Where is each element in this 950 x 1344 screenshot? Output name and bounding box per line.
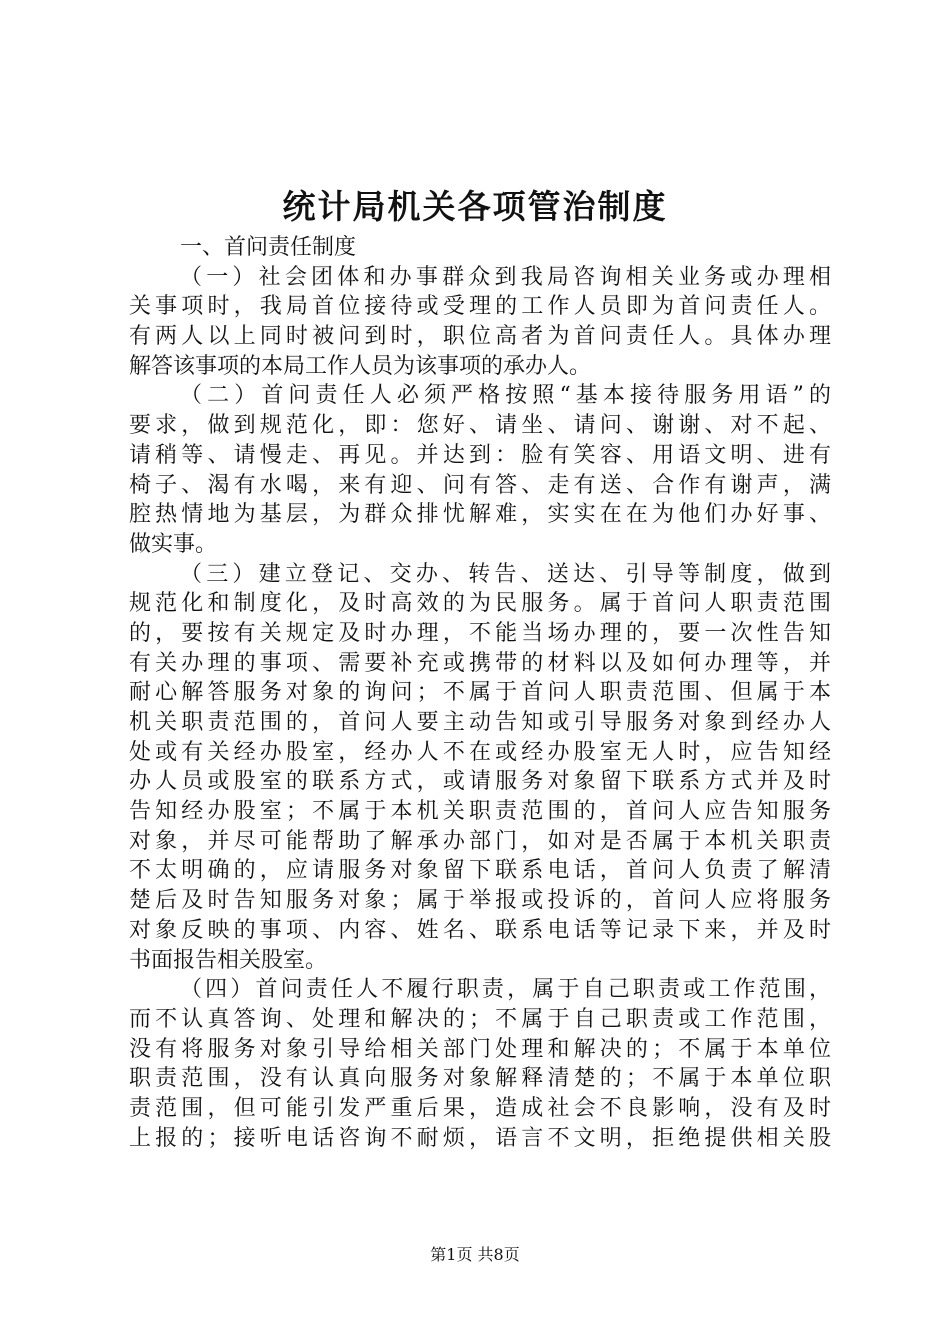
page-number-footer: 第1页 共8页 [430, 1245, 520, 1264]
document-body [129, 233, 831, 1153]
paragraph-line: （二）首问责任人必须严格按照“基本接待服务用语”的 [180, 383, 831, 409]
paragraph-line: 的，要按有关规定及时办理，不能当场办理的，要一次性告知 [129, 620, 831, 646]
paragraph-line: 处或有关经办股室，经办人不在或经办股室无人时，应告知经 [129, 739, 831, 765]
paragraph-line: 椅子、渴有水喝，来有迎、问有答、走有送、合作有谢声，满 [129, 472, 831, 498]
paragraph-line: 机关职责范围的，首问人要主动告知或引导服务对象到经办人 [129, 710, 831, 735]
paragraph-line: 书面报告相关股室。 [129, 947, 328, 973]
paragraph-line: 告知经办股室；不属于本机关职责范围的，首问人应告知服务 [129, 799, 831, 825]
paragraph-line: 楚后及时告知服务对象；属于举报或投诉的，首问人应将服务 [129, 888, 831, 914]
paragraph-line: 有两人以上同时被问到时，职位高者为首问责任人。具体办理 [129, 324, 831, 350]
document-title: 统计局机关各项管治制度 [282, 187, 668, 226]
section-heading: 一、首问责任制度 [180, 235, 357, 260]
paragraph-line: 做实事。 [129, 531, 218, 557]
paragraph-line: 耐心解答服务对象的询问；不属于首问人职责范围、但属于本 [129, 680, 831, 706]
paragraph-line: （一）社会团体和办事群众到我局咨询相关业务或办理相 [180, 264, 831, 290]
paragraph-line: 责范围，但可能引发严重后果，造成社会不良影响，没有及时 [129, 1095, 831, 1121]
paragraph-line: 关事项时，我局首位接待或受理的工作人员即为首问责任人。 [129, 294, 831, 320]
paragraph-line: 要求，做到规范化，即：您好、请坐、请问、谢谢、对不起、 [129, 413, 831, 439]
paragraph-line: 不太明确的，应请服务对象留下联系电话，首问人负责了解清 [129, 858, 831, 884]
paragraph-line: 对象，并尽可能帮助了解承办部门，如对是否属于本机关职责 [129, 828, 831, 854]
paragraph-line: 没有将服务对象引导给相关部门处理和解决的；不属于本单位 [129, 1036, 831, 1062]
paragraph-line: （三）建立登记、交办、转告、送达、引导等制度，做到 [180, 561, 831, 587]
paragraph-line: 有关办理的事项、需要补充或携带的材料以及如何办理等，并 [129, 650, 831, 676]
paragraph-line: 对象反映的事项、内容、姓名、联系电话等记录下来，并及时 [129, 917, 831, 943]
paragraph-line: 请稍等、请慢走、再见。并达到：脸有笑容、用语文明、进有 [129, 442, 831, 468]
paragraph-line: 办人员或股室的联系方式，或请服务对象留下联系方式并及时 [129, 769, 831, 795]
paragraph-line: 而不认真答询、处理和解决的；不属于自己职责或工作范围， [129, 1006, 831, 1032]
paragraph-line: 上报的；接听电话咨询不耐烦，语言不文明，拒绝提供相关股 [129, 1125, 831, 1151]
paragraph-line: （四）首问责任人不履行职责，属于自己职责或工作范围， [180, 977, 831, 1003]
paragraph-line: 职责范围，没有认真向服务对象解释清楚的；不属于本单位职 [129, 1066, 831, 1092]
paragraph-line: 规范化和制度化，及时高效的为民服务。属于首问人职责范围 [129, 591, 831, 617]
paragraph-line: 腔热情地为基层，为群众排忧解难，实实在在为他们办好事、 [129, 502, 831, 528]
paragraph-line: 解答该事项的本局工作人员为该事项的承办人。 [129, 353, 592, 379]
